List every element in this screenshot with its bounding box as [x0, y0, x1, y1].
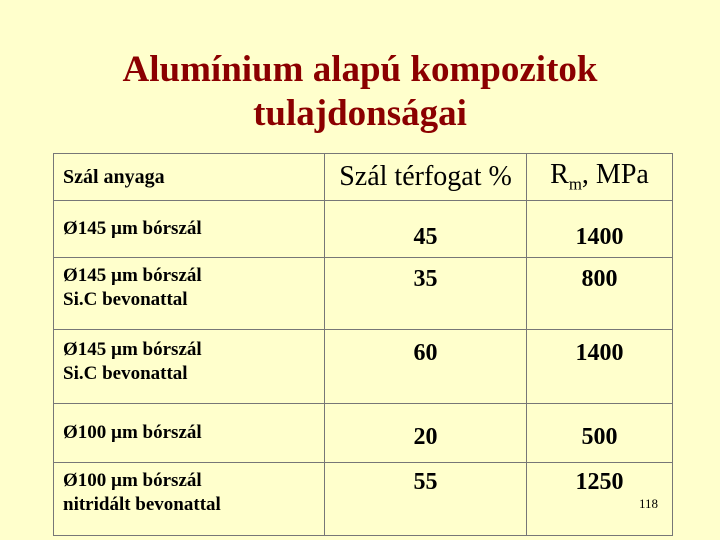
material-line-2: Si.C bevonattal — [63, 289, 188, 310]
rm-cell: 800 — [527, 258, 673, 330]
header-fiber-material: Szál anyaga — [54, 154, 325, 201]
table-row — [54, 404, 673, 463]
slide-title — [0, 48, 720, 136]
header-rm-symbol: R — [550, 159, 569, 191]
table-row — [54, 201, 673, 258]
header-rm-unit: , MPa — [581, 159, 649, 191]
material-line-1: Ø145 µm bórszál — [63, 339, 202, 360]
volume-cell: 45 — [325, 201, 527, 258]
rm-cell: 1400 — [527, 330, 673, 404]
table-row — [54, 330, 673, 404]
table-header-row — [54, 154, 673, 201]
material-cell — [54, 330, 325, 404]
header-rm — [527, 154, 673, 201]
material-cell — [54, 404, 325, 463]
material-line-1: Ø100 µm bórszál — [63, 470, 202, 491]
table-row — [54, 463, 673, 536]
material-line-2: nitridált bevonattal — [63, 494, 221, 515]
material-line-2: Si.C bevonattal — [63, 363, 188, 384]
volume-cell: 20 — [325, 404, 527, 463]
header-rm-subscript: m — [568, 174, 582, 194]
rm-cell: 1400 — [527, 201, 673, 258]
rm-cell: 500 — [527, 404, 673, 463]
properties-table — [53, 153, 673, 536]
material-cell — [54, 201, 325, 258]
page-number: 118 — [638, 496, 658, 511]
title-line-2: tulajdonságai — [253, 93, 467, 134]
header-fiber-volume: Szál térfogat % — [325, 154, 527, 201]
rm-cell: 1250 — [527, 463, 673, 536]
material-cell — [54, 463, 325, 536]
material-cell — [54, 258, 325, 330]
table-row — [54, 258, 673, 330]
material-line-1: Ø100 µm bórszál — [63, 422, 202, 443]
volume-cell: 55 — [325, 463, 527, 536]
material-line-1: Ø145 µm bórszál — [63, 218, 202, 239]
title-line-1: Alumínium alapú kompozitok — [122, 49, 598, 90]
material-line-1: Ø145 µm bórszál — [63, 265, 202, 286]
volume-cell: 35 — [325, 258, 527, 330]
volume-cell: 60 — [325, 330, 527, 404]
